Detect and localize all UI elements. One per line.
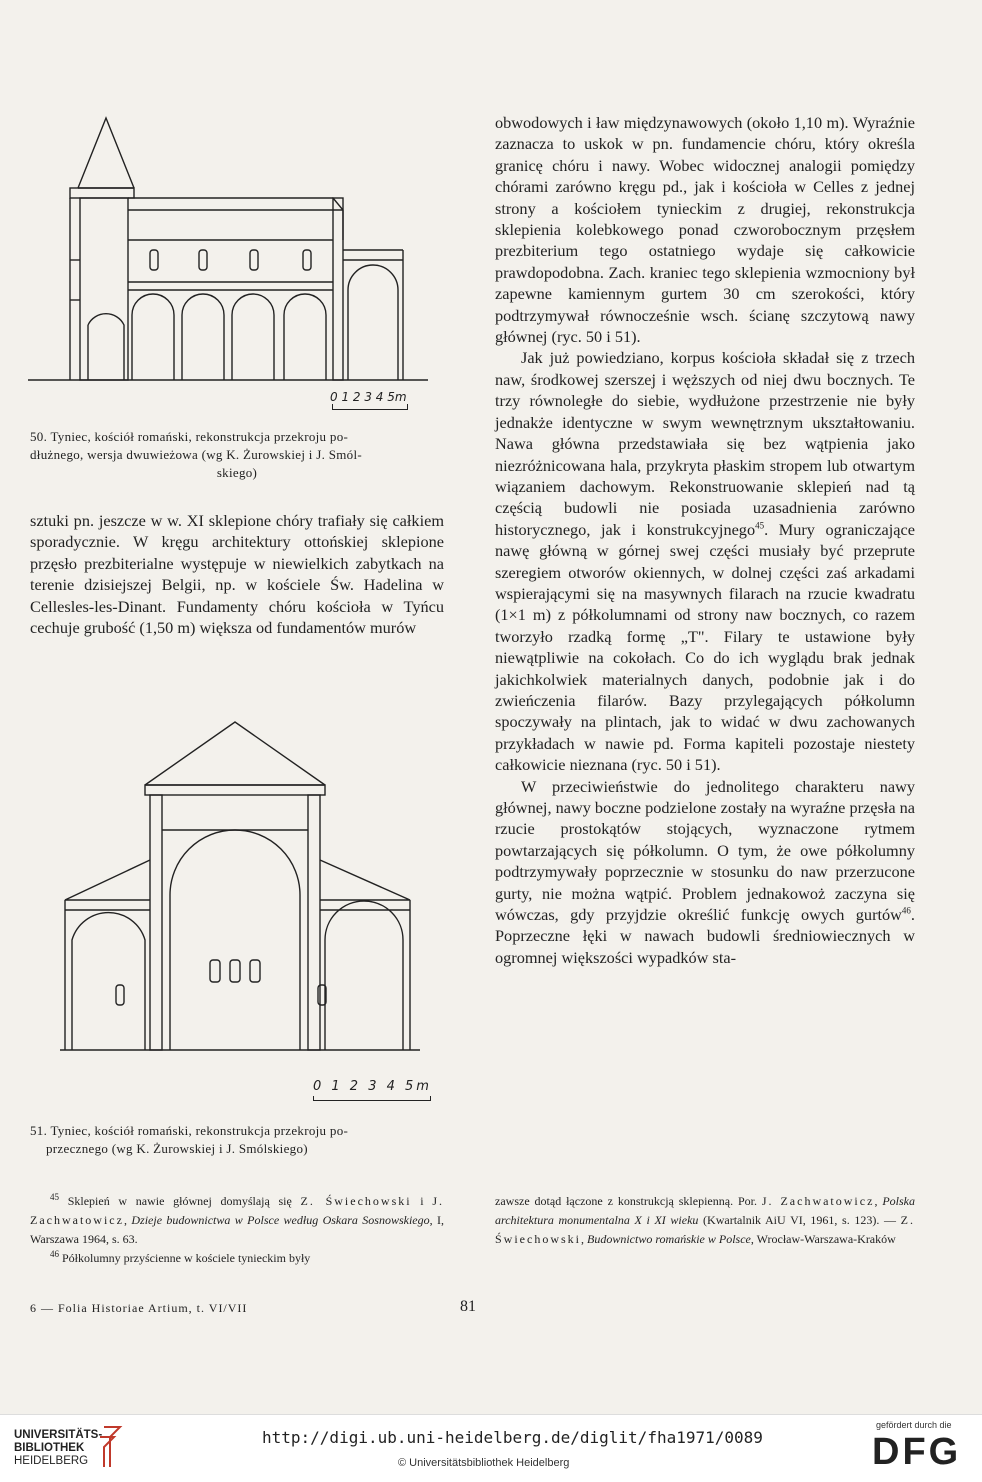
- figure-50-scale-bar: [332, 404, 408, 410]
- footnote-45-text-b: i: [411, 1194, 433, 1208]
- bottom-bar: [0, 1414, 982, 1482]
- right-paragraph-1: obwodowych i ław międzynawowych (około 1,10 m). Wyraźnie zaznacza to uskok w pn. fundamencie chóru, który określa granicę chóru i nawy. Wobec widocznej analogii pomiędzy chórami zarówno kręgu pd., jak i kościoła w Celles z jednej strony a kościołem tynieckim z drugiej, rekonstrukcja sklepienia kolebkowego ponad czworobocznym przęsłem prezbiterium tego ostatniego wydaje się całkowicie prawdopodobna. Zach. kraniec tego sklepienia wzmocniony był zapewne kamiennym gurtem 30 cm szerokości, który podtrzymywał równocześnie wsch. ścianę szczytową nawy głównej (ryc. 50 i 51).: [495, 113, 915, 347]
- footnote-45-title: Dzieje budownictwa w Polsce według Oskara Sosnowskiego: [131, 1213, 430, 1227]
- footnote-46: [30, 1249, 444, 1268]
- logo-line-3: HEIDELBERG: [14, 1455, 89, 1467]
- footnote-46-cont-text-c: (Kwartalnik AiU VI, 1961, s. 123). —: [698, 1213, 901, 1227]
- figure-51-drawing: [60, 720, 440, 1065]
- right-paragraph-3-part2: . Poprzeczne łęki w nawach budowli średniowiecznych w ogromnej większości wypadków sta-: [495, 905, 915, 967]
- figure-51-caption-line2: przecznego (wg K. Żurowskiej i J. Smólskiego): [46, 1141, 308, 1156]
- figure-50-caption: [30, 428, 444, 482]
- logo-line-1: UNIVERSITÄTS-: [14, 1429, 103, 1441]
- running-footer: 6 — Folia Historiae Artium, t. VI/VII: [30, 1301, 248, 1315]
- right-paragraph-3: [495, 776, 915, 969]
- figure-51-caption-line1: 51. Tyniec, kościół romański, rekonstrukcja przekroju po-: [30, 1123, 349, 1138]
- figure-51-scale-label: 0 1 2 3 4 5m: [313, 1079, 432, 1094]
- ub-logo-mark-icon: [96, 1423, 126, 1475]
- figure-50-drawing: [28, 110, 448, 415]
- footnote-45: [30, 1192, 444, 1249]
- footnotes-left: [30, 1192, 444, 1268]
- footnote-46-cont-author-2: Z. Świechowski: [495, 1213, 915, 1246]
- footnote-45-text-d: , I, Warszawa 1964, s. 63.: [30, 1213, 445, 1246]
- figure-50-caption-line2: dłużnego, wersja dwuwieżowa (wg K. Żurowskiej i J. Smól-: [30, 447, 362, 462]
- footnote-45-text-c: ,: [123, 1213, 132, 1227]
- permalink-url[interactable]: http://digi.ub.uni-heidelberg.de/diglit/fha1971/0089: [262, 1428, 763, 1447]
- left-paragraph: sztuki pn. jeszcze w w. XI sklepione chóry trafiały się całkiem sporadycznie. W kręgu architektury ottońskiej sklepione przęsło prezbiterialne występuje w niewielkich zabytkach na terenie dzisiejszej Belgii, np. w kościele Św. Hadelina w Cellesles-les-Dinant. Fundamenty chóru kościoła w Tyńcu cechuje grubość (1,50 m) większa od fundamentów murów: [30, 511, 444, 638]
- right-paragraph-2-part2: . Mury ograniczające nawę główną w górnej swej części musiały być przeprute szeregiem otworów okiennych, w dolnej części zaś arkadami wspierającymi się na masywnych filarach na rzucie kwadratu (1×1 m) z półkolumnami od strony naw bocznych, co razem tworzyło rzadką formę „T". Filary te ustawione były niewątpliwie na cokołach. Co do ich wyglądu brak jednak jakichkolwiek materialnych danych, podobnie jak i do zwieńczenia filarów. Bazy przylegających półkolumn spoczywały na plintach, jak to widać w dwu zachowanych przykładach w nawie pd. Forma kapiteli pozostaje niestety całkowicie nieznana (ryc. 50 i 51).: [495, 519, 915, 775]
- footnote-46-cont-text-e: , Wrocław-Warszawa-Kraków: [750, 1232, 896, 1246]
- dfg-logo[interactable]: DFG: [872, 1431, 962, 1473]
- footnote-46-cont-title-2: Budownictwo romańskie w Polsce: [587, 1232, 751, 1246]
- footnote-46-text: Półkolumny przyścienne w kościele tynieckim były: [59, 1251, 311, 1265]
- footnote-ref-45: 45: [755, 520, 765, 531]
- left-column-text: [30, 510, 444, 638]
- footnote-46-cont-text-a: zawsze dotąd łączone z konstrukcją sklepienną. Por.: [495, 1194, 762, 1208]
- footnote-45-author-1: Z. Świechowski: [300, 1194, 412, 1208]
- footnote-46-continued: [495, 1192, 915, 1249]
- figure-50-scale-label: 0 1 2 3 4 5m: [330, 390, 407, 404]
- logo-line-2: BIBLIOTHEK: [14, 1442, 85, 1454]
- right-paragraph-2: [495, 347, 915, 775]
- figure-50-caption-line3: skiego): [216, 465, 258, 480]
- footnote-46-cont-text-b: ,: [874, 1194, 883, 1208]
- right-paragraph-2-part1: Jak już powiedziano, korpus kościoła składał się z trzech naw, środkowej szerszej i węższych od niej dwu bocznych. Te trzy równoległe do siebie, wydłużone przestrzenie nie były jednakże identyczne w swym wewnętrznym ukształtowaniu. Nawa główna przedstawiała się bez wątpienia jako niezróżnicowana hala, przykryta płaskim stropem lub otwartym wiązaniem dachowym. Rekonstruowanie sklepień nad tą częścią budowli nie posiada uzasadnienia zarówno historycznego, jak i konstrukcyjnego: [495, 348, 915, 539]
- figure-51-scale-bar: [313, 1096, 431, 1101]
- figure-50-caption-line1: 50. Tyniec, kościół romański, rekonstrukcja przekroju po-: [30, 429, 349, 444]
- page-number: 81: [460, 1298, 476, 1315]
- footnote-46-cont-text-d: ,: [581, 1232, 587, 1246]
- footnotes-right: [495, 1192, 915, 1249]
- copyright-note: © Universitätsbibliothek Heidelberg: [398, 1457, 570, 1469]
- right-paragraph-3-part1: W przeciwieństwie do jednolitego charakteru nawy głównej, nawy boczne podzielone zostały na wyraźne przęsła na rzucie prostokątów stojących, wyznaczone rytmem powtarzających się półkolumn. O tym, że owe półkolumny podtrzymywały poprzecznie w stosunku do naw przerzucone gurty, nie można wątpić. Problem jednakowoż zaczyna się wówczas, gdy przyjdzie określić funkcję owych gurtów: [495, 776, 915, 925]
- right-column-text: [495, 112, 915, 968]
- footnote-ref-46: 46: [901, 905, 911, 916]
- footnote-45-number: 45: [50, 1192, 59, 1202]
- footnote-45-author-2: J. Zachwatowicz: [30, 1194, 444, 1227]
- footnote-46-cont-title-1: Polska architektura monumentalna X i XI wieku: [495, 1194, 916, 1227]
- footnote-46-cont-author-1: J. Zachwatowicz: [761, 1194, 875, 1208]
- footnote-46-number: 46: [50, 1249, 59, 1259]
- ub-heidelberg-logo[interactable]: [14, 1429, 102, 1468]
- dfg-funding-note: gefördert durch die: [876, 1420, 952, 1430]
- footnote-45-text-a: Sklepień w nawie głównej domyślają się: [59, 1194, 301, 1208]
- figure-51-caption: [30, 1122, 444, 1158]
